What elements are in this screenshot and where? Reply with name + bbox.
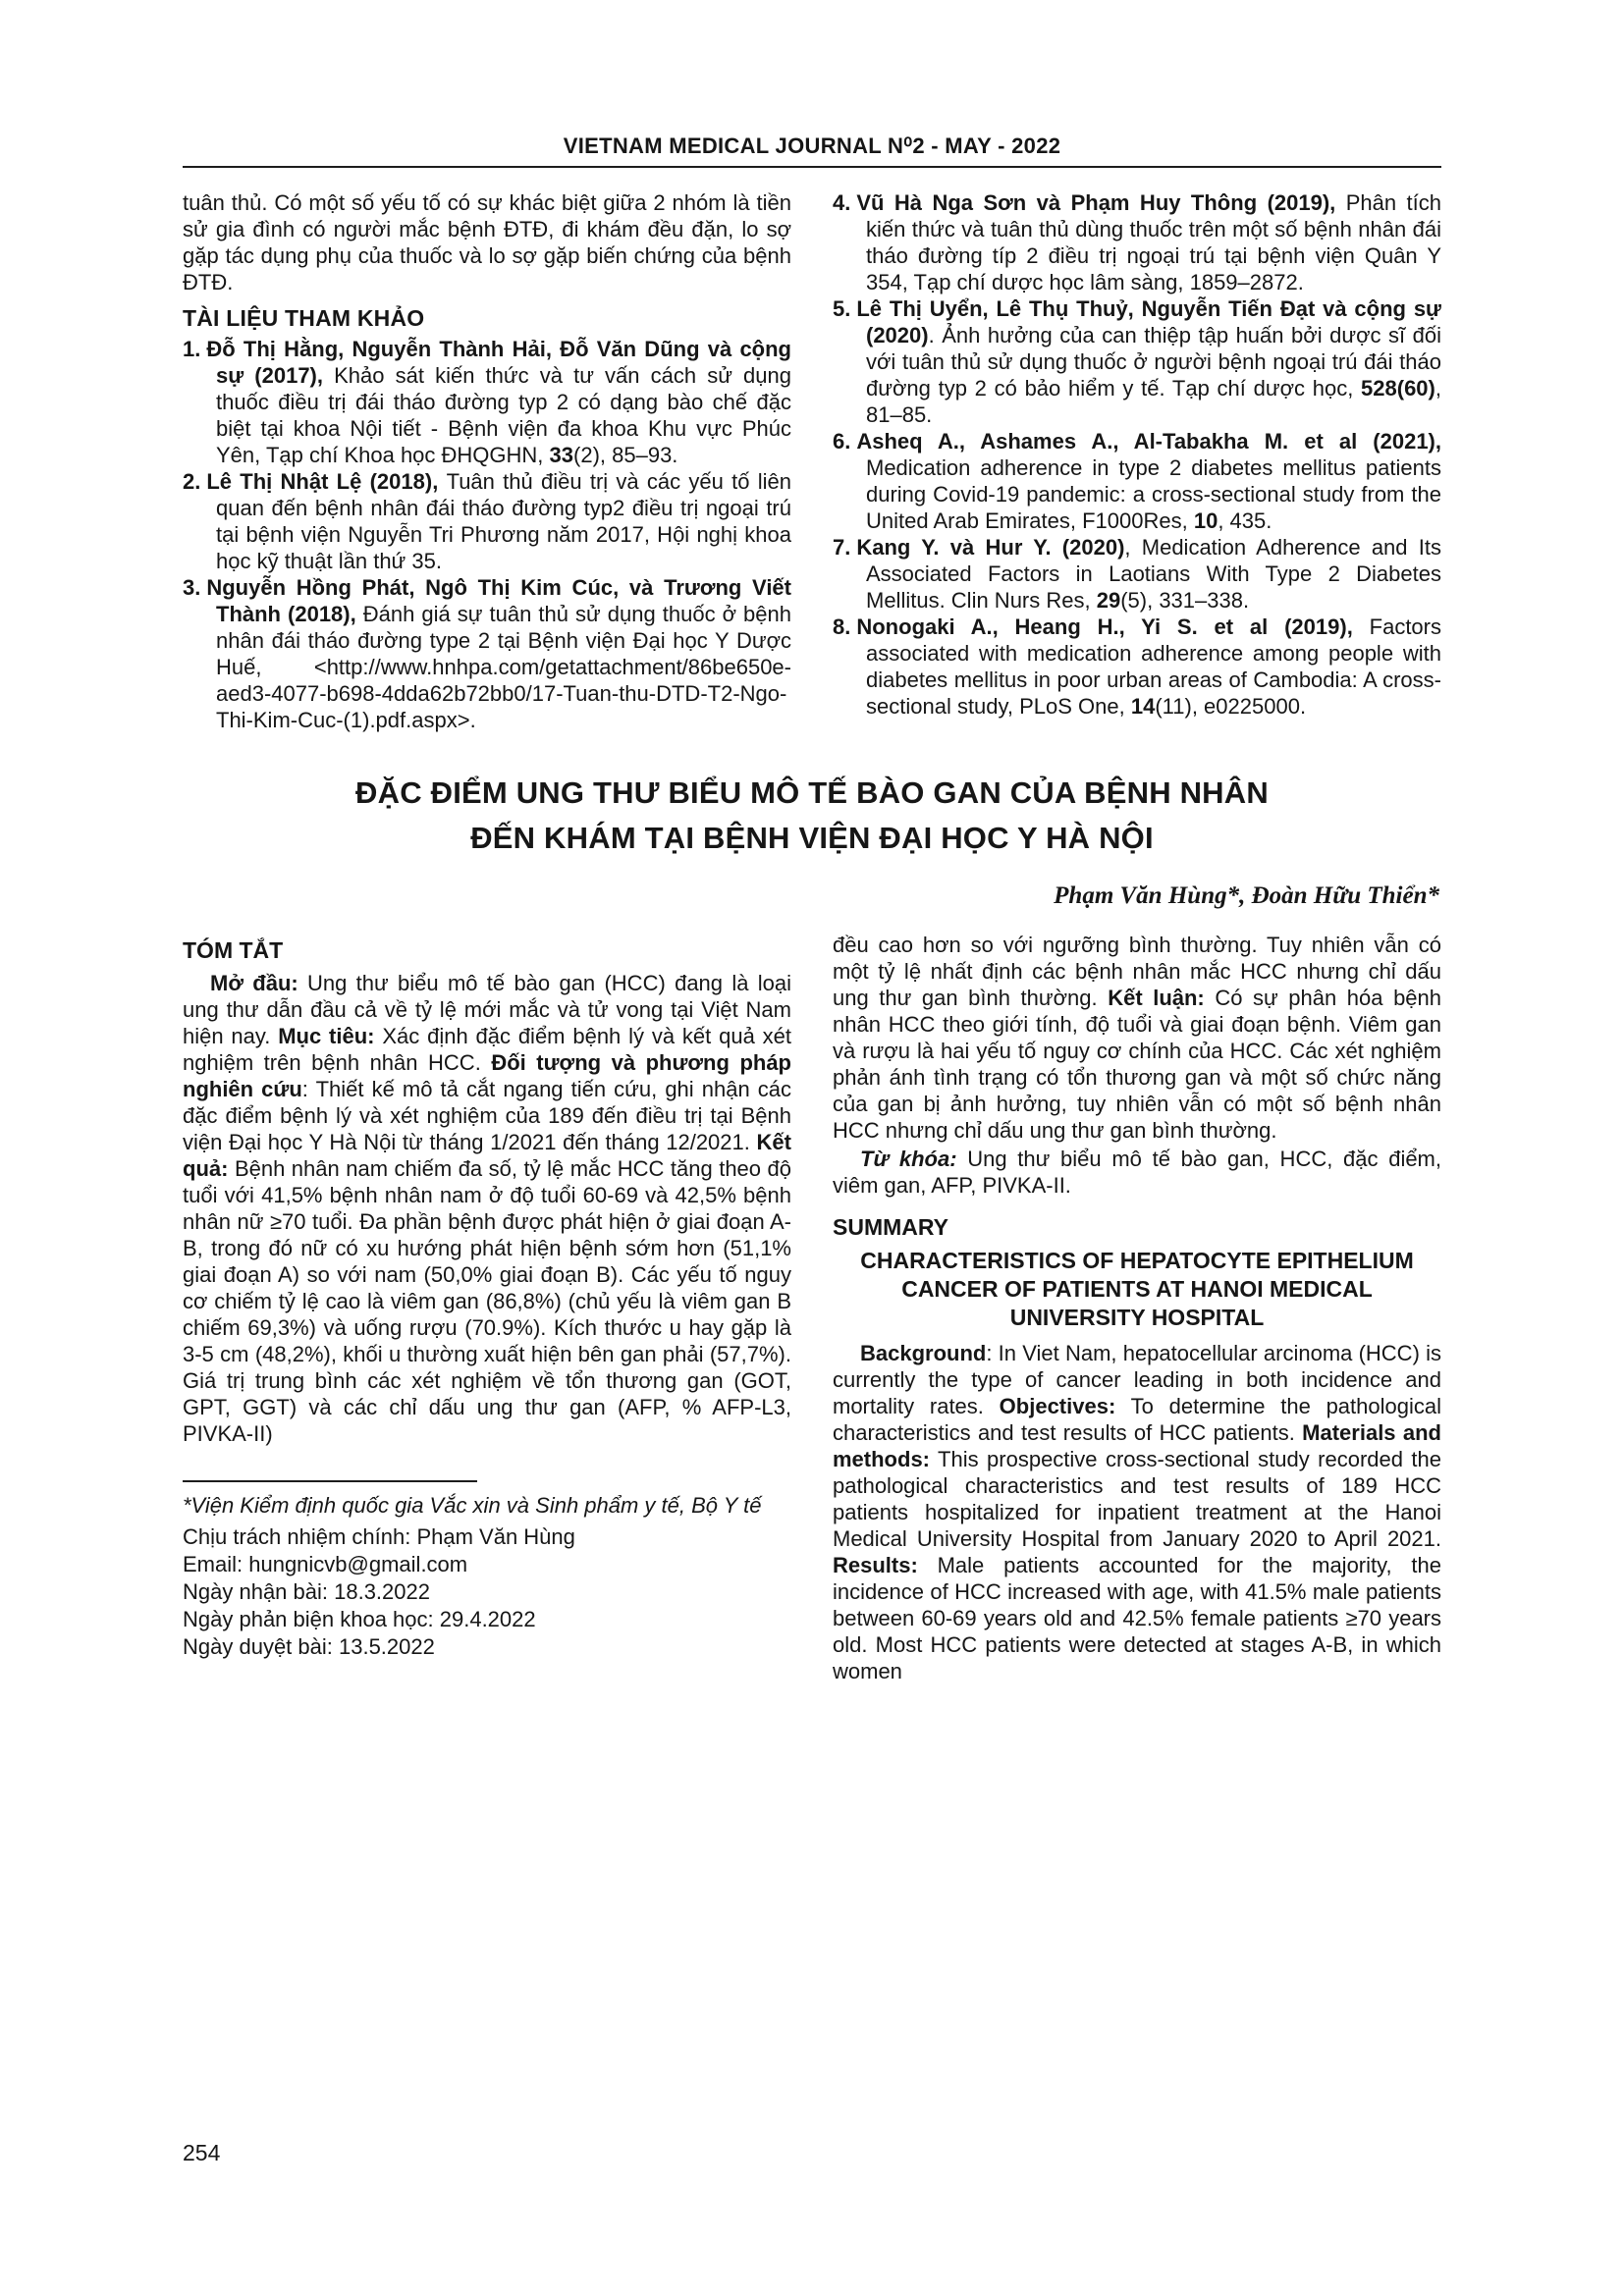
- references-heading: TÀI LIỆU THAM KHẢO: [183, 305, 425, 331]
- reference-text: Vũ Hà Nga Sơn và Phạm Huy Thông (2019), Phân tích kiến thức và tuân thủ dùng thuốc trên một số bệnh nhân đái tháo đường típ 2 điều trị ngoại trú tại bệnh viện Quân Y 354, Tạp chí dược học lâm sàng, 1859–2872.: [856, 190, 1441, 294]
- references-section: [183, 189, 1441, 733]
- abstract-heading: TÓM TẮT: [183, 937, 284, 963]
- article-title-line-2: ĐẾN KHÁM TẠI BỆNH VIỆN ĐẠI HỌC Y HÀ NỘI: [470, 821, 1154, 855]
- reference-item: [833, 189, 1441, 295]
- abstract-continuation-paragraph: đều cao hơn so với ngưỡng bình thường. Tuy nhiên vẫn có một tỷ lệ nhất định các bệnh nhân mắc HCC nhưng chỉ dấu ung thư gan bình thường. Kết luận: Có sự phân hóa bệnh nhân HCC theo giới tính, độ tuổi và giai đoạn bệnh. Viêm gan và rượu là hai yếu tố nguy cơ chính của HCC. Các xét nghiệm phản ánh tình trạng có tổn thương gan và một số chức năng của gan bị ảnh hưởng, tuy nhiên vẫn có một số bệnh nhân HCC nhưng chỉ dấu ung thư gan bình thường.: [833, 933, 1442, 1143]
- left-column-top: [183, 189, 791, 733]
- article-authors: Phạm Văn Hùng*, Đoàn Hữu Thiển*: [1054, 882, 1439, 909]
- reference-number: 1.: [183, 337, 201, 361]
- summary-heading: SUMMARY: [833, 1214, 948, 1240]
- reference-item: [833, 614, 1441, 720]
- right-column-bottom: [833, 932, 1441, 1684]
- left-column-bottom: [183, 932, 791, 1661]
- article-title-line-1: ĐẶC ĐIỂM UNG THƯ BIỂU MÔ TẾ BÀO GAN CỦA BỆNH NHÂN: [355, 775, 1269, 810]
- reference-text: Nguyễn Hồng Phát, Ngô Thị Kim Cúc, và Trương Viết Thành (2018), Đánh giá sự tuân thủ sử dụng thuốc ở bệnh nhân đái tháo đường type 2 tại Bệnh viện Đại học Y Dược Huế, <http://www.hnhpa.com/getattachment/86be650e-aed3-4077-b698-4dda62b72bb0/17-Tuan-thu-DTD-T2-Ngo-Thi-Kim-Cuc-(1).pdf.aspx>.: [206, 575, 791, 732]
- footnote-line-accepted-date: Ngày duyệt bài: 13.5.2022: [183, 1634, 435, 1659]
- reference-item: [833, 534, 1441, 614]
- reference-text: Nonogaki A., Heang H., Yi S. et al (2019), Factors associated with medication adherence among people with diabetes mellitus in poor urban areas of Cambodia: A cross-sectional study, PLoS One, 14(11), e0225000.: [856, 614, 1441, 719]
- reference-item: [833, 295, 1441, 428]
- reference-item: [183, 336, 791, 468]
- reference-text: Kang Y. và Hur Y. (2020), Medication Adherence and Its Associated Factors in Laotians With Type 2 Diabetes Mellitus. Clin Nurs Res, 29(5), 331–338.: [856, 535, 1441, 613]
- right-column-top: [833, 189, 1441, 720]
- footnote-affiliation: *Viện Kiểm định quốc gia Vắc xin và Sinh phẩm y tế, Bộ Y tế: [183, 1493, 762, 1518]
- keywords-paragraph: Từ khóa: Ung thư biểu mô tế bào gan, HCC, đặc điểm, viêm gan, AFP, PIVKA-II.: [833, 1147, 1442, 1198]
- intro-continuation-paragraph: tuân thủ. Có một số yếu tố có sự khác biệt giữa 2 nhóm là tiền sử gia đình có người mắc bệnh ĐTĐ, đi khám đều đặn, lo sợ gặp tác dụng phụ của thuốc và lo sợ gặp biến chứng của bệnh ĐTĐ.: [183, 190, 791, 294]
- footnote-block: [183, 1480, 791, 1661]
- page-number: 254: [183, 2140, 221, 2165]
- footnote-rule: [183, 1480, 477, 1482]
- journal-header-title: VIETNAM MEDICAL JOURNAL N⁰2 - MAY - 2022: [563, 133, 1061, 158]
- summary-paragraph: Background: In Viet Nam, hepatocellular arcinoma (HCC) is currently the type of cancer leading in both incidence and mortality rates. Objectives: To determine the pathological characteristics and test results of HCC patients. Materials and methods: This prospective cross-sectional study recorded the pathological characteristics and test results of 189 HCC patients hospitalized for inpatient treatment at the Hanoi Medical University Hospital from January 2020 to April 2021. Results: Male patients accounted for the majority, the incidence of HCC increased with age, with 41.5% male patients between 60-69 years old and 42.5% female patients ≥70 years old. Most HCC patients were detected at stages A-B, in which women: [833, 1341, 1441, 1683]
- footnote-line-received-date: Ngày nhận bài: 18.3.2022: [183, 1579, 430, 1604]
- reference-number: 7.: [833, 535, 851, 560]
- abstract-section: [183, 932, 1441, 1684]
- reference-number: 3.: [183, 575, 201, 600]
- reference-text: Lê Thị Nhật Lệ (2018), Tuân thủ điều trị và các yếu tố liên quan đến bệnh nhân đái tháo đường typ2 điều trị ngoại trú tại bệnh viện Nguyễn Tri Phương năm 2017, Hội nghị khoa học kỹ thuật lần thứ 35.: [206, 469, 791, 573]
- reference-number: 8.: [833, 614, 851, 639]
- reference-number: 4.: [833, 190, 851, 215]
- reference-number: 5.: [833, 296, 851, 321]
- footnote-line-review-date: Ngày phản biện khoa học: 29.4.2022: [183, 1607, 536, 1631]
- reference-item: [833, 428, 1441, 534]
- reference-text: Đỗ Thị Hằng, Nguyễn Thành Hải, Đỗ Văn Dũng và cộng sự (2017), Khảo sát kiến thức và tư vấn cách sử dụng thuốc điều trị đái tháo đường typ 2 có dạng bào chế đặc biệt tại khoa Nội tiết - Bệnh viện đa khoa Khu vực Phúc Yên, Tạp chí Khoa học ĐHQGHN, 33(2), 85–93.: [206, 337, 791, 467]
- reference-number: 6.: [833, 429, 851, 454]
- header-rule: [183, 166, 1441, 168]
- reference-item: [183, 574, 791, 733]
- reference-text: Asheq A., Ashames A., Al-Tabakha M. et al (2021), Medication adherence in type 2 diabetes mellitus patients during Covid-19 pandemic: a cross-sectional study from the United Arab Emirates, F1000Res, 10, 435.: [856, 429, 1441, 533]
- footnote-line-email: Email: hungnicvb@gmail.com: [183, 1552, 468, 1576]
- abstract-paragraph: Mở đầu: Ung thư biểu mô tế bào gan (HCC) đang là loại ung thư dẫn đầu cả về tỷ lệ mới mắc và tử vong tại Việt Nam hiện nay. Mục tiêu: Xác định đặc điểm bệnh lý và kết quả xét nghiệm trên bệnh nhân HCC. Đối tượng và phương pháp nghiên cứu: Thiết kế mô tả cắt ngang tiến cứu, ghi nhận các đặc điểm bệnh lý và xét nghiệm của 189 đến điều trị tại Bệnh viện Đại học Y Hà Nội từ tháng 1/2021 đến tháng 12/2021. Kết quả: Bệnh nhân nam chiếm đa số, tỷ lệ mắc HCC tăng theo độ tuổi với 41,5% bệnh nhân nam ở độ tuổi 60-69 và 42,5% bệnh nhân nữ ≥70 tuổi. Đa phần bệnh được phát hiện ở giai đoạn A-B, trong đó nữ có xu hướng phát hiện bệnh sớm hơn (51,1% giai đoạn A) so với nam (50,0% giai đoạn B). Các yếu tố nguy cơ chiếm tỷ lệ cao là viêm gan (86,8%) (chủ yếu là viêm gan B chiếm 69,3%) và uống rượu (70.9%). Kích thước u hay gặp là 3-5 cm (48,2%), khối u thường xuất hiện bên gan phải (57,7%). Giá trị trung bình các xét nghiệm về tổn thương gan (GOT, GPT, GGT) và các chỉ dấu ung thư gan (AFP, % AFP-L3, PIVKA-II): [183, 971, 792, 1446]
- reference-item: [183, 468, 791, 574]
- article-title: [183, 771, 1441, 861]
- page-content: [183, 0, 1441, 1684]
- reference-number: 2.: [183, 469, 201, 494]
- reference-text: Lê Thị Uyển, Lê Thụ Thuỷ, Nguyễn Tiến Đạt và cộng sự (2020). Ảnh hưởng của can thiệp tập huấn bởi dược sĩ đối với tuân thủ sử dụng thuốc ở người bệnh ngoại trú đái tháo đường typ 2 có bảo hiểm y tế. Tạp chí dược học, 528(60), 81–85.: [856, 296, 1441, 427]
- footnote-line-responsible: Chịu trách nhiệm chính: Phạm Văn Hùng: [183, 1524, 575, 1549]
- summary-title: CHARACTERISTICS OF HEPATOCYTE EPITHELIUM CANCER OF PATIENTS AT HANOI MEDICAL UNIVERSITY HOSPITAL: [860, 1248, 1414, 1330]
